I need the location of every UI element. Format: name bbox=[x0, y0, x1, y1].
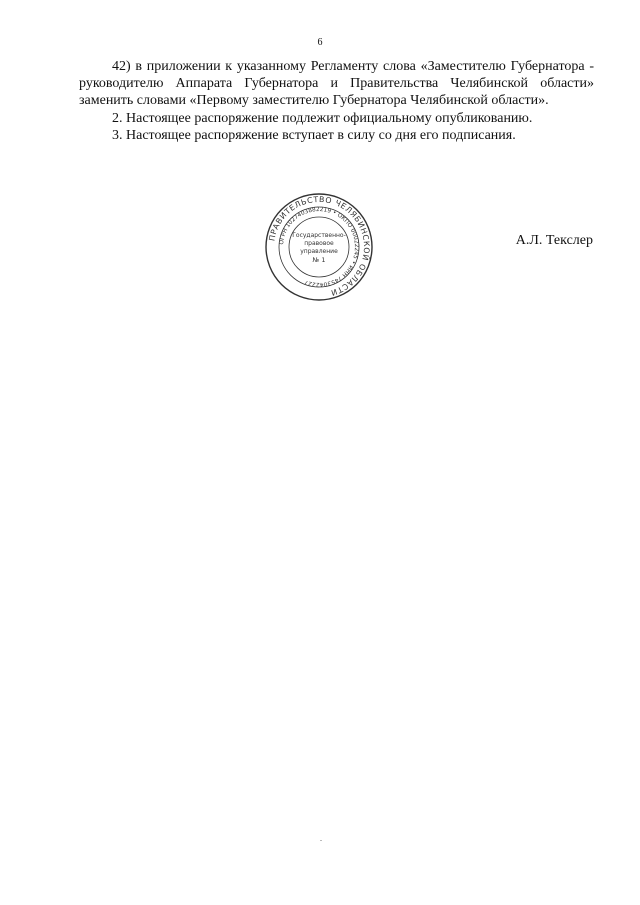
scan-dot-mark bbox=[320, 840, 322, 841]
seal-center-line-2: правовое bbox=[304, 240, 334, 247]
paragraph-publication: 2. Настоящее распоряжение подлежит официальному опубликованию. bbox=[112, 110, 533, 126]
seal-inner-border bbox=[289, 217, 349, 277]
paragraph-effective-date: 3. Настоящее распоряжение вступает в силу со дня его подписания. bbox=[112, 127, 516, 143]
seal-outer-text: ПРАВИТЕЛЬСТВО ЧЕЛЯБИНСКОЙ ОБЛАСТИ bbox=[267, 194, 372, 298]
paragraph-item-42: 42) в приложении к указанному Регламенту слова «Заместителю Губернатора - руководителю Аппарата Губернатора и Правительства Челябинской области» заменить словами «Первому заместителю Губернатора Челябинской области». bbox=[79, 59, 594, 109]
signatory-name: А.Л. Текслер bbox=[515, 233, 593, 248]
page-number: 6 bbox=[317, 37, 323, 48]
official-seal bbox=[264, 192, 374, 302]
document-body bbox=[79, 58, 594, 144]
seal-center-line-4: № 1 bbox=[312, 256, 326, 264]
seal-center-line-3: управление bbox=[300, 248, 338, 255]
seal-inner-text: ОГРН 1027403882219 • ОКПО 00022245 • ИНН 7453042227 bbox=[279, 206, 360, 288]
seal-center-line-1: Государственно- bbox=[292, 232, 346, 239]
